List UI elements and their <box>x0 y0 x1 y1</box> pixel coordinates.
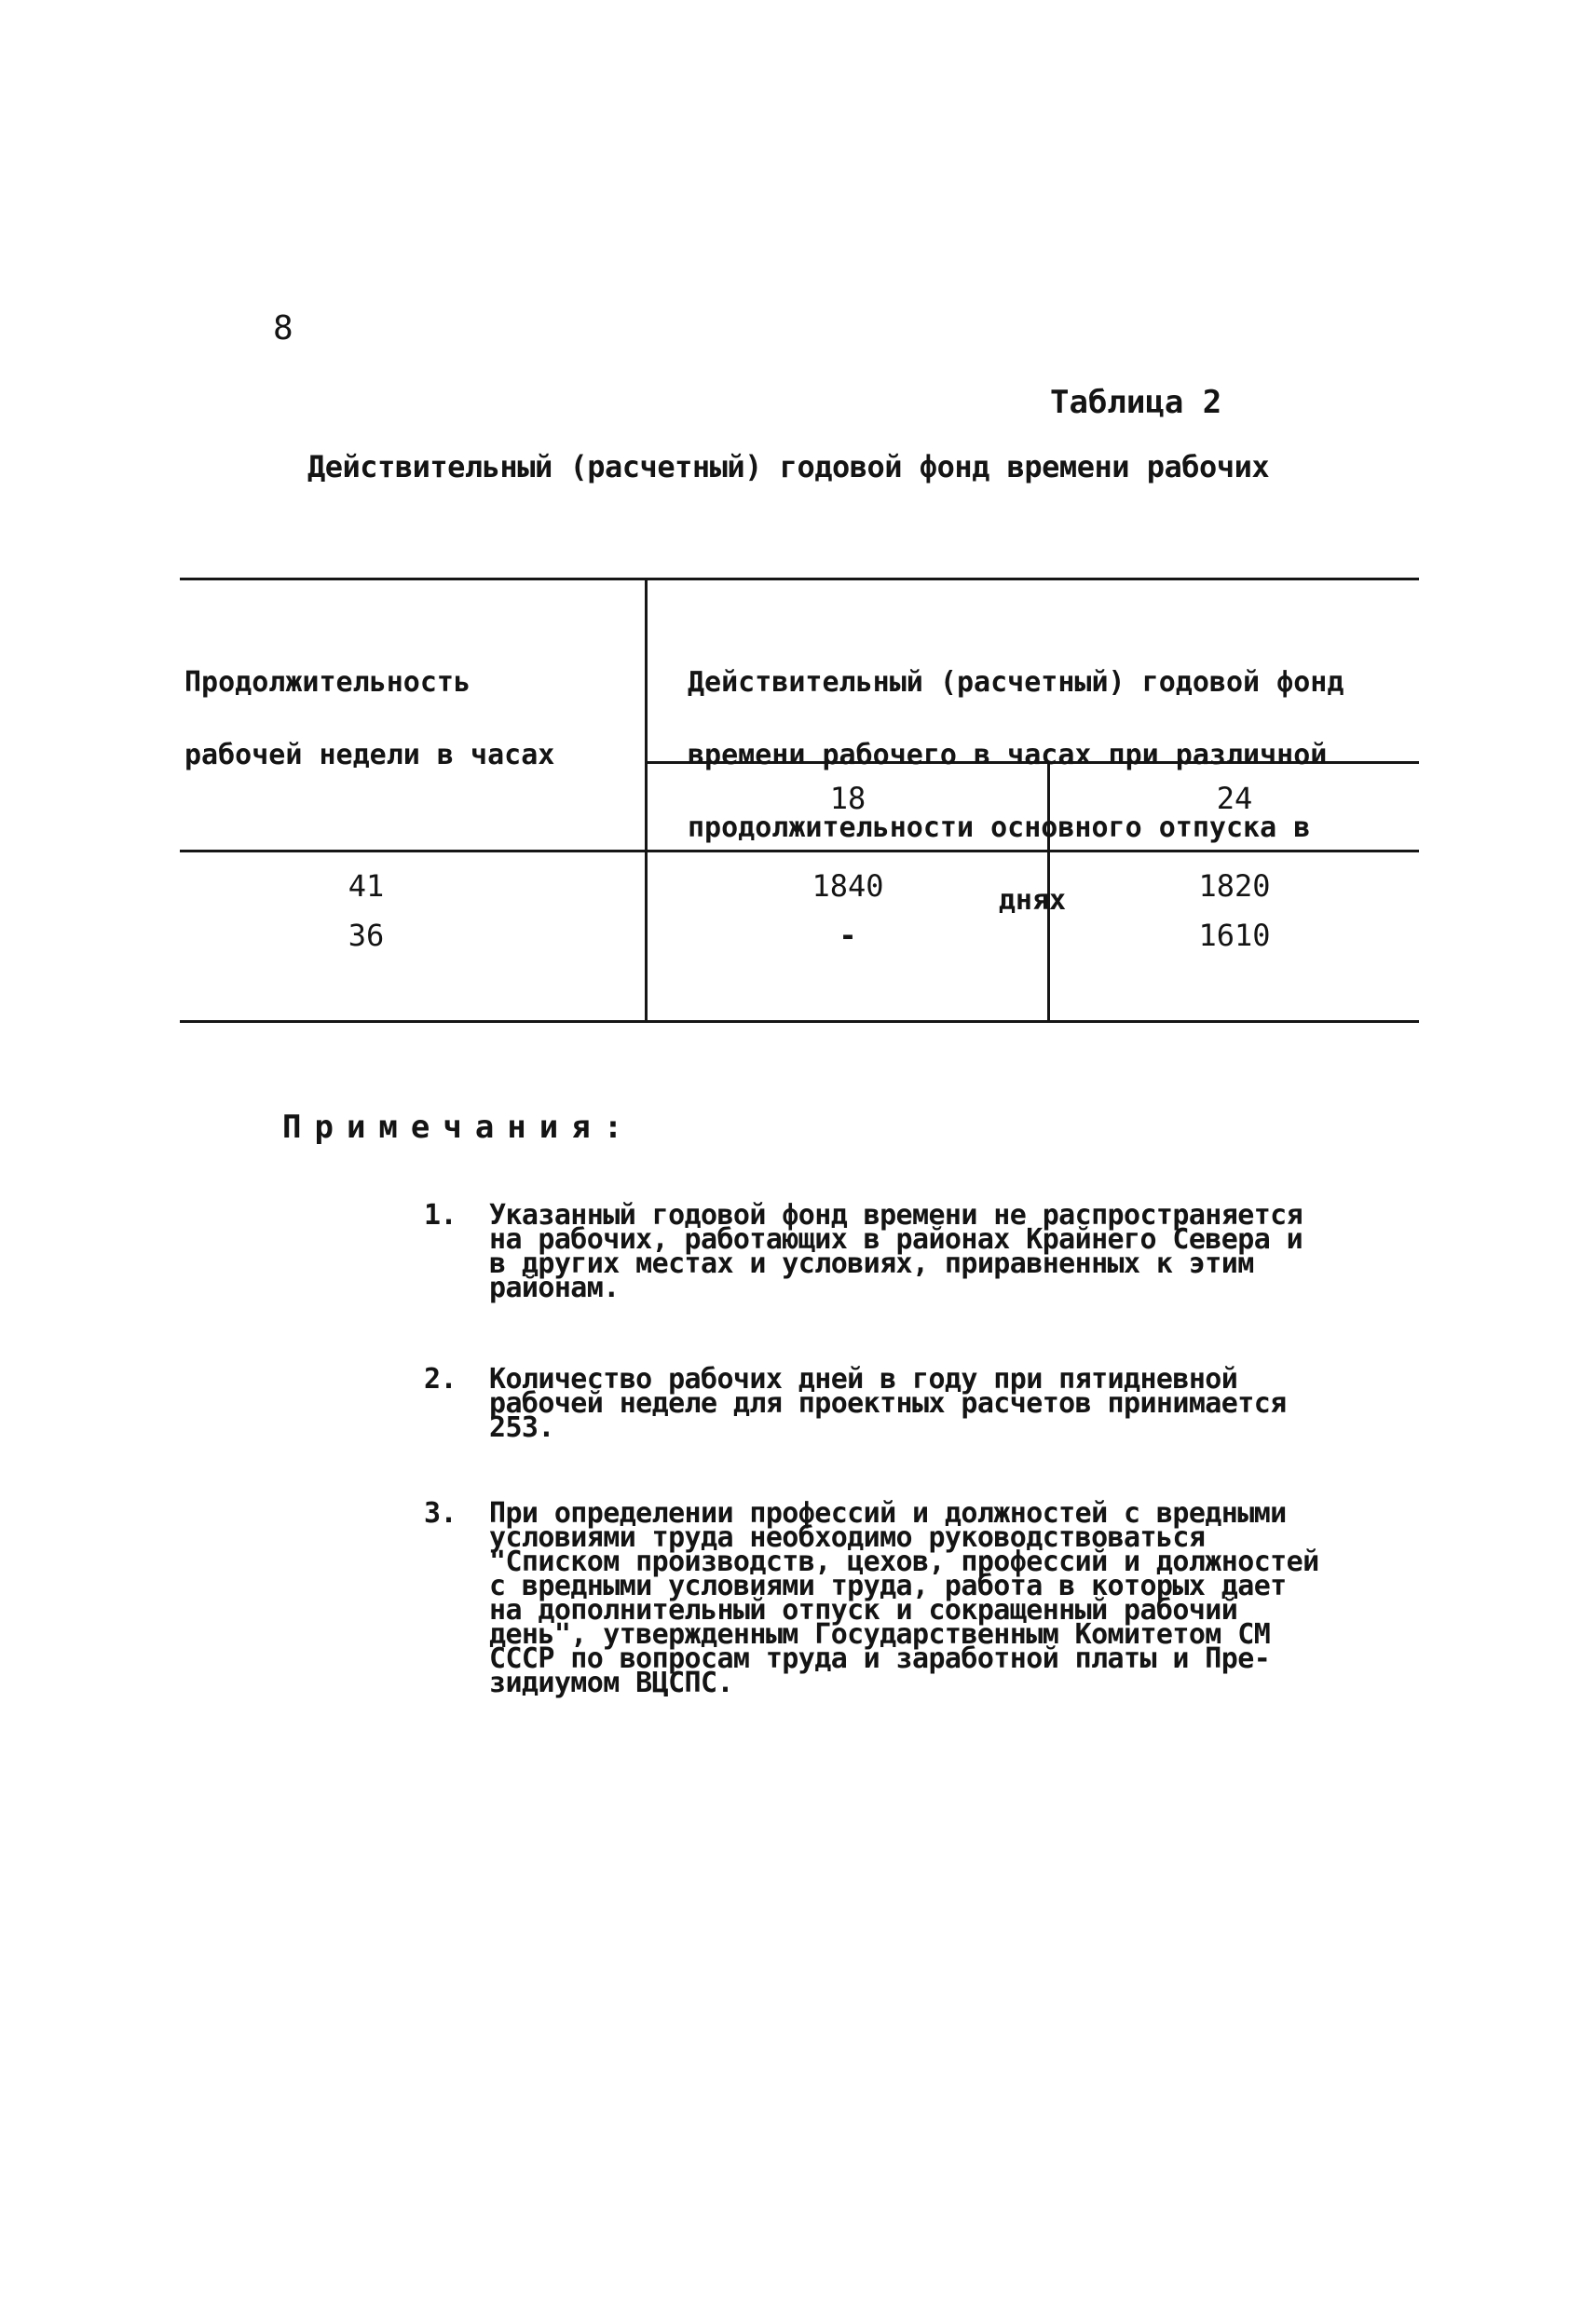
header-col2-line1: Действительный (расчетный) годовой фонд <box>688 666 1344 699</box>
row2-leave-24: 1610 <box>1198 918 1271 953</box>
note-2-line-3: 253. <box>489 1411 554 1444</box>
table-label: Таблица 2 <box>1050 384 1222 421</box>
note-1-number: 1. <box>424 1199 457 1232</box>
row1-leave-24: 1820 <box>1198 868 1271 904</box>
note-3 <box>424 1497 1412 1699</box>
note-3-line-6: день", утвержденным Государственным Комитетом СМ <box>489 1618 1271 1651</box>
note-1-line-4: районам. <box>489 1272 620 1304</box>
note-1-line-2: на рабочих, работающих в районах Крайнего Севера и <box>489 1223 1303 1256</box>
note-3-line-3: "Списком производств, цехов, профессий и должностей <box>489 1546 1319 1578</box>
note-2-line-1: Количество рабочих дней в году при пятидневной <box>489 1363 1238 1396</box>
note-1-line-1: Указанный годовой фонд времени не распространяется <box>489 1199 1303 1232</box>
row1-week: 41 <box>348 868 385 904</box>
header-col2-line3: продолжительности основного отпуска в <box>688 811 1311 844</box>
row2-week: 36 <box>348 918 385 953</box>
note-3-line-5: на дополнительный отпуск и сокращенный рабочий <box>489 1594 1238 1627</box>
header-col1-line1: Продолжительность <box>184 666 471 699</box>
note-2 <box>424 1363 1412 1444</box>
note-3-line-7: СССР по вопросам труда и заработной платы и Пре- <box>489 1642 1271 1675</box>
header-col1-line2: рабочей недели в часах <box>184 739 555 771</box>
table-top-rule <box>180 578 1419 580</box>
note-2-number: 2. <box>424 1363 457 1396</box>
table-title: Действительный (расчетный) годовой фонд времени рабочих <box>307 449 1270 484</box>
note-3-line-4: с вредными условиями труда, работа в которых дает <box>489 1570 1287 1602</box>
note-3-line-8: зидиумом ВЦСПС. <box>489 1667 733 1699</box>
note-3-number: 3. <box>424 1497 457 1530</box>
note-1 <box>424 1199 1412 1304</box>
subheader-leave-24: 24 <box>1216 781 1253 816</box>
header-week-duration <box>184 622 554 816</box>
header-col2-line4: днях <box>998 884 1067 917</box>
note-3-line-1: При определении профессий и должностей с вредными <box>489 1497 1287 1530</box>
row2-leave-18: - <box>839 918 857 953</box>
subheader-leave-18: 18 <box>829 781 866 816</box>
header-col2-line2: времени рабочего в часах при различной <box>688 739 1328 771</box>
row1-leave-18: 1840 <box>812 868 884 904</box>
notes-heading: Примечания: <box>282 1109 636 1146</box>
note-1-line-3: в других местах и условиях, приравненных к этим <box>489 1247 1254 1280</box>
note-2-line-2: рабочей неделе для проектных расчетов принимается <box>489 1387 1287 1420</box>
note-3-line-2: условиями труда необходимо руководствоваться <box>489 1521 1206 1554</box>
table-bottom-rule <box>180 1020 1419 1023</box>
page-number: 8 <box>273 309 293 347</box>
